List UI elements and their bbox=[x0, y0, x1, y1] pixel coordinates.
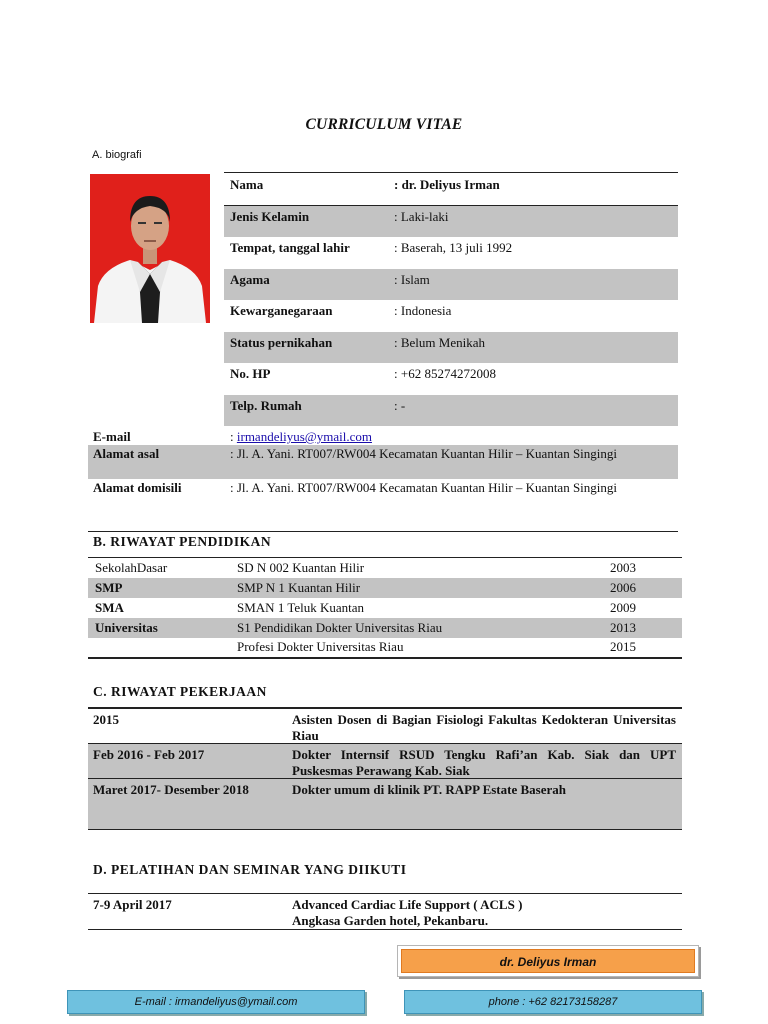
edu-year: 2003 bbox=[610, 560, 636, 575]
section-a-heading: A. biografi bbox=[92, 149, 142, 161]
bio-value: : Laki-laki bbox=[394, 209, 449, 224]
section-d-heading: D. PELATIHAN DAN SEMINAR YANG DIIKUTI bbox=[93, 862, 407, 877]
work-period: Feb 2016 - Feb 2017 bbox=[93, 747, 205, 762]
bio-label: Nama bbox=[230, 177, 264, 192]
work-period: 2015 bbox=[93, 712, 119, 727]
work-position: Dokter umum di klinik PT. RAPP Estate Baserah bbox=[292, 782, 566, 797]
edu-year: 2015 bbox=[610, 639, 636, 654]
bio-label: Telp. Rumah bbox=[230, 398, 302, 413]
divider bbox=[88, 531, 678, 532]
bio-row-kewarganegaraan bbox=[224, 300, 678, 331]
bio-label: Status pernikahan bbox=[230, 335, 333, 350]
bio-value: : Belum Menikah bbox=[394, 335, 485, 350]
alamat-domisili-row bbox=[88, 479, 678, 515]
bio-row-jenis-kelamin bbox=[224, 206, 678, 237]
work-row bbox=[88, 709, 682, 743]
person-portrait-icon bbox=[90, 174, 210, 323]
email-label: E-mail bbox=[93, 429, 131, 444]
bio-row-no-hp bbox=[224, 363, 678, 394]
bio-label: Kewarganegaraan bbox=[230, 303, 333, 318]
page-title: CURRICULUM VITAE bbox=[305, 116, 463, 133]
work-row bbox=[88, 779, 682, 829]
work-row bbox=[88, 744, 682, 778]
bio-row-tempat-tanggal-lahir bbox=[224, 237, 678, 268]
edu-row bbox=[88, 578, 682, 598]
training-title: Advanced Cardiac Life Support ( ACLS ) bbox=[292, 897, 523, 912]
email-colon: : bbox=[230, 429, 237, 444]
work-bottom-border bbox=[88, 829, 682, 830]
edu-level: SekolahDasar bbox=[95, 560, 168, 575]
bio-value: : +62 85274272008 bbox=[394, 366, 496, 381]
bio-value: : dr. Deliyus Irman bbox=[394, 177, 500, 192]
training-detail bbox=[292, 897, 676, 929]
bio-value: : Islam bbox=[394, 272, 430, 287]
edu-row bbox=[88, 618, 682, 638]
bio-value: : Baserah, 13 juli 1992 bbox=[394, 240, 513, 255]
edu-row bbox=[88, 637, 682, 657]
edu-level: SMA bbox=[95, 600, 124, 615]
alamat-domisili-value: : Jl. A. Yani. RT007/RW004 Kecamatan Kuantan Hilir – Kuantan Singingi bbox=[230, 480, 618, 495]
bio-top-border bbox=[224, 172, 678, 173]
edu-school: SMAN 1 Teluk Kuantan bbox=[237, 600, 365, 615]
edu-year: 2013 bbox=[610, 620, 636, 635]
bio-label: No. HP bbox=[230, 366, 271, 381]
bio-value: : - bbox=[394, 398, 406, 413]
name-banner-text: dr. Deliyus Irman bbox=[401, 949, 695, 973]
alamat-domisili-label: Alamat domisili bbox=[93, 480, 182, 495]
bio-row-nama bbox=[224, 174, 678, 205]
edu-level: Universitas bbox=[95, 620, 158, 635]
email-value-wrap bbox=[230, 429, 678, 445]
edu-school: S1 Pendidikan Dokter Universitas Riau bbox=[237, 620, 443, 635]
training-date: 7-9 April 2017 bbox=[93, 897, 172, 912]
bio-label: Jenis Kelamin bbox=[230, 209, 310, 224]
bio-row-telp-rumah bbox=[224, 395, 678, 426]
email-row bbox=[88, 428, 678, 445]
bio-row-status-pernikahan bbox=[224, 332, 678, 363]
edu-school: SMP N 1 Kuantan Hilir bbox=[237, 580, 361, 595]
edu-level: SMP bbox=[95, 580, 123, 595]
bio-label: Tempat, tanggal lahir bbox=[230, 240, 350, 255]
training-venue: Angkasa Garden hotel, Pekanbaru. bbox=[292, 913, 489, 928]
work-position: Asisten Dosen di Bagian Fisiologi Fakultas Kedokteran Universitas Riau bbox=[292, 712, 676, 743]
edu-row bbox=[88, 558, 682, 578]
edu-bottom-border bbox=[88, 657, 682, 659]
name-banner bbox=[397, 945, 699, 977]
edu-school: Profesi Dokter Universitas Riau bbox=[237, 639, 404, 654]
profile-photo bbox=[90, 174, 210, 323]
training-bottom-border bbox=[88, 929, 682, 930]
alamat-asal-value: : Jl. A. Yani. RT007/RW004 Kecamatan Kuantan Hilir – Kuantan Singingi bbox=[230, 446, 618, 461]
footer-phone-box: phone : +62 82173158287 bbox=[404, 990, 702, 1014]
bio-value: : Indonesia bbox=[394, 303, 452, 318]
bio-label: Agama bbox=[230, 272, 270, 287]
work-position: Dokter Internsif RSUD Tengku Rafi’an Kab. Siak dan UPT Puskesmas Perawang Kab. Siak bbox=[292, 747, 676, 778]
bio-row-agama bbox=[224, 269, 678, 300]
edu-school: SD N 002 Kuantan Hilir bbox=[237, 560, 365, 575]
training-row bbox=[88, 894, 682, 928]
section-b-heading: B. RIWAYAT PENDIDIKAN bbox=[93, 534, 272, 549]
edu-year: 2006 bbox=[610, 580, 636, 595]
edu-row bbox=[88, 598, 682, 618]
footer-email-box: E-mail : irmandeliyus@ymail.com bbox=[67, 990, 365, 1014]
email-link[interactable]: irmandeliyus@ymail.com bbox=[236, 429, 372, 444]
work-period: Maret 2017- Desember 2018 bbox=[93, 782, 249, 797]
alamat-asal-row bbox=[88, 445, 678, 479]
alamat-asal-label: Alamat asal bbox=[93, 446, 160, 461]
section-c-heading: C. RIWAYAT PEKERJAAN bbox=[93, 684, 267, 699]
edu-year: 2009 bbox=[610, 600, 636, 615]
